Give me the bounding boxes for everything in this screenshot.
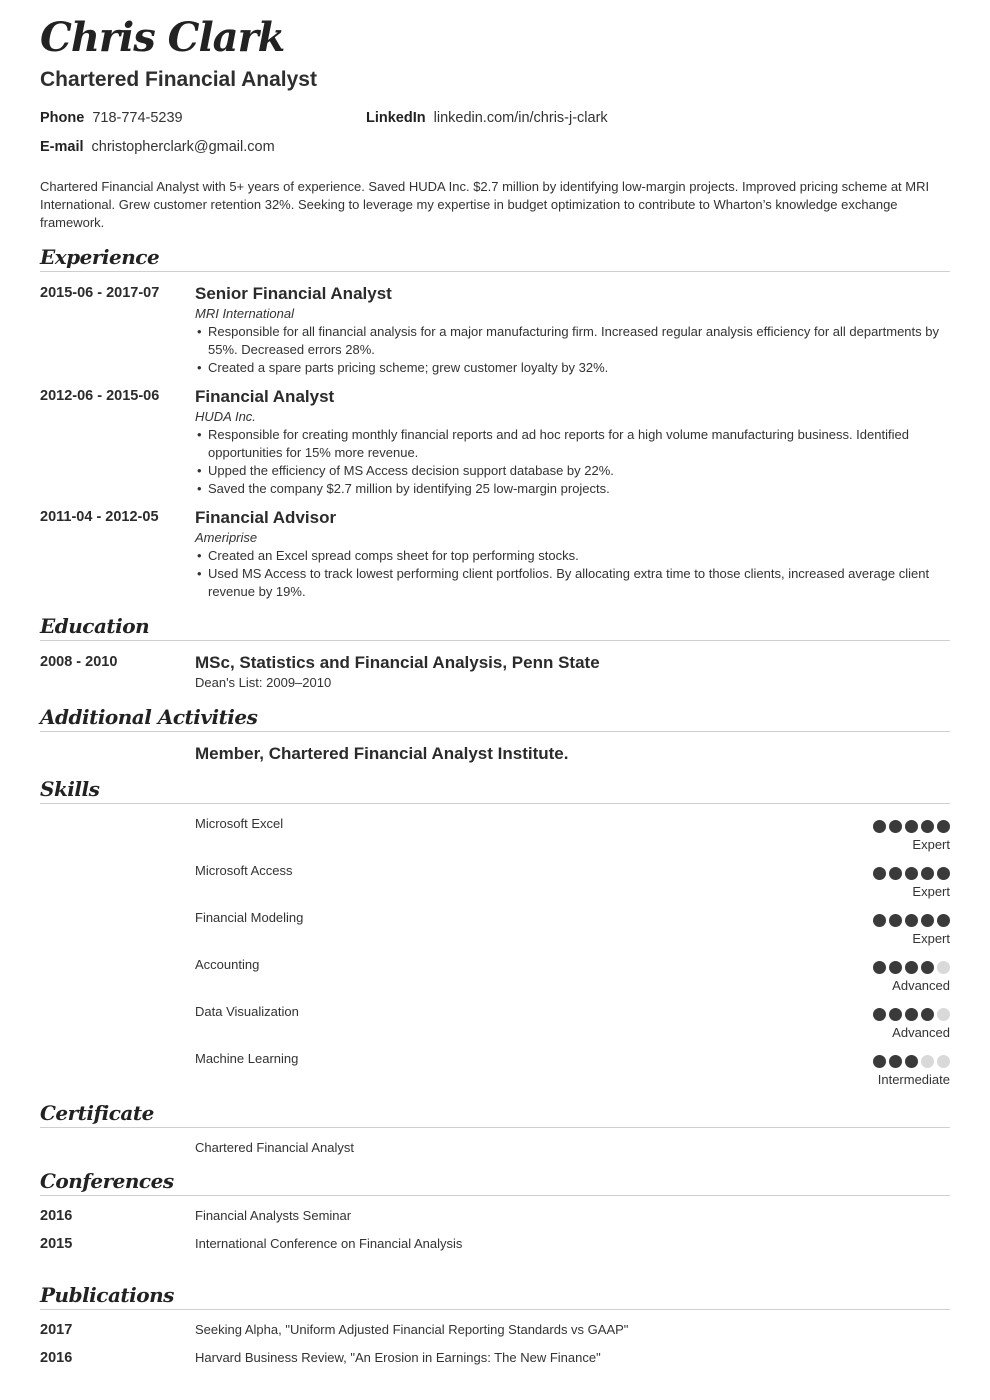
email-label: E-mail [40, 139, 84, 155]
skill-rating [873, 914, 950, 927]
job-bullets [195, 547, 950, 601]
job-bullet: • Responsible for creating monthly financial reports and ad hoc reports for a high volume manufacturing business. Identified opportunities for 15% more revenue. [195, 426, 950, 462]
skill-name: Microsoft Excel [195, 816, 284, 831]
certificate-item: Chartered Financial Analyst [195, 1140, 354, 1155]
candidate-name: Chris Clark [40, 14, 285, 61]
rating-dot-filled [937, 867, 950, 880]
skill-name: Microsoft Access [195, 863, 293, 878]
skill-level: Advanced [892, 1025, 950, 1040]
linkedin-label: LinkedIn [366, 110, 426, 126]
education-dates: 2008 - 2010 [40, 654, 118, 670]
job-company: HUDA Inc. [195, 409, 256, 424]
publication-year: 2017 [40, 1322, 73, 1338]
phone-value: 718-774-5239 [92, 110, 183, 126]
publication-name: Harvard Business Review, "An Erosion in Earnings: The New Finance" [195, 1350, 601, 1365]
skill-name: Machine Learning [195, 1051, 299, 1066]
skill-row [195, 816, 950, 863]
contact-linkedin [366, 110, 608, 126]
job-title: Financial Advisor [195, 508, 337, 527]
contact-email [40, 139, 275, 155]
skill-level: Expert [912, 837, 950, 852]
job-bullets [195, 426, 950, 498]
publication-name: Seeking Alpha, "Uniform Adjusted Financial Reporting Standards vs GAAP" [195, 1322, 629, 1337]
job-entry [195, 507, 950, 601]
conference-year: 2015 [40, 1236, 73, 1252]
rating-dot-filled [905, 961, 918, 974]
section-publications [40, 1282, 950, 1310]
education-note: Dean's List: 2009–2010 [195, 675, 332, 690]
rating-dot-filled [905, 867, 918, 880]
rating-dot-filled [889, 867, 902, 880]
section-title: Additional Activities [40, 705, 258, 729]
skill-level: Intermediate [877, 1072, 950, 1087]
section-education [40, 613, 950, 641]
rating-dot-filled [873, 1055, 886, 1068]
job-entry [195, 283, 950, 377]
skill-row [195, 910, 950, 957]
conference-name: Financial Analysts Seminar [195, 1208, 352, 1223]
job-dates: 2011-04 - 2012-05 [40, 509, 159, 525]
skill-row [195, 1051, 950, 1098]
skill-rating [873, 867, 950, 880]
email-value[interactable]: christopherclark@gmail.com [91, 139, 275, 155]
phone-label: Phone [40, 110, 85, 126]
job-bullet: • Created an Excel spread comps sheet for top performing stocks. [195, 547, 950, 565]
summary: Chartered Financial Analyst with 5+ years of experience. Saved HUDA Inc. $2.7 million by identifying low-margin projects. Improved pricing scheme at MRI International. Grew customer retention 32%. Seeking to leverage my expertise in budget optimization to contribute to Wharton’s knowledge exchange framework. [40, 179, 930, 230]
rating-dot-filled [905, 820, 918, 833]
section-experience [40, 244, 950, 272]
education-entry [195, 652, 950, 692]
activity-item: Member, Chartered Financial Analyst Institute. [195, 744, 569, 763]
rating-dot-filled [889, 961, 902, 974]
conference-name: International Conference on Financial Analysis [195, 1236, 463, 1251]
job-bullet: • Created a spare parts pricing scheme; grew customer loyalty by 32%. [195, 359, 950, 377]
job-bullet: • Saved the company $2.7 million by identifying 25 low-margin projects. [195, 480, 950, 498]
rating-dot-filled [905, 1055, 918, 1068]
skill-level: Expert [912, 931, 950, 946]
rating-dot-filled [921, 1008, 934, 1021]
section-skills [40, 776, 950, 804]
linkedin-value[interactable]: linkedin.com/in/chris-j-clark [433, 110, 608, 126]
skill-rating [873, 1008, 950, 1021]
rating-dot-filled [921, 820, 934, 833]
conference-year: 2016 [40, 1208, 73, 1224]
rating-dot-empty [937, 1055, 950, 1068]
skill-level: Advanced [892, 978, 950, 993]
rating-dot-filled [937, 820, 950, 833]
skill-row [195, 1004, 950, 1051]
rating-dot-filled [873, 961, 886, 974]
section-certificate [40, 1100, 950, 1128]
section-conferences [40, 1168, 950, 1196]
section-activities [40, 704, 950, 732]
skill-name: Financial Modeling [195, 910, 304, 925]
section-title: Conferences [40, 1169, 174, 1193]
rating-dot-filled [873, 914, 886, 927]
job-bullet: • Used MS Access to track lowest performing client portfolios. By allocating extra time to those clients, increased average client revenue by 19%. [195, 565, 950, 601]
skill-rating [873, 961, 950, 974]
rating-dot-filled [889, 1055, 902, 1068]
job-company: MRI International [195, 306, 294, 321]
rating-dot-filled [889, 820, 902, 833]
skill-name: Accounting [195, 957, 260, 972]
job-dates: 2015-06 - 2017-07 [40, 285, 160, 301]
rating-dot-filled [889, 1008, 902, 1021]
rating-dot-empty [937, 1008, 950, 1021]
rating-dot-empty [921, 1055, 934, 1068]
job-entry [195, 386, 950, 498]
section-title: Experience [40, 245, 160, 269]
skill-rating [873, 1055, 950, 1068]
job-title: Financial Analyst [195, 387, 335, 406]
job-bullets [195, 323, 950, 377]
rating-dot-empty [937, 961, 950, 974]
skill-name: Data Visualization [195, 1004, 299, 1019]
job-bullet: • Responsible for all financial analysis for a major manufacturing firm. Increased regular analysis efficiency for all departments by 55%. Decreased errors 28%. [195, 323, 950, 359]
section-title: Education [40, 614, 150, 638]
job-dates: 2012-06 - 2015-06 [40, 388, 160, 404]
job-title: Senior Financial Analyst [195, 284, 392, 303]
job-company: Ameriprise [195, 530, 258, 545]
rating-dot-filled [873, 820, 886, 833]
rating-dot-filled [873, 1008, 886, 1021]
candidate-title: Chartered Financial Analyst [40, 68, 317, 91]
rating-dot-filled [921, 914, 934, 927]
publication-year: 2016 [40, 1350, 73, 1366]
rating-dot-filled [905, 1008, 918, 1021]
skill-rating [873, 820, 950, 833]
job-bullet: • Upped the efficiency of MS Access decision support database by 22%. [195, 462, 950, 480]
activity-entry [195, 743, 950, 765]
section-title: Publications [40, 1283, 174, 1307]
skill-row [195, 957, 950, 1004]
education-degree: MSc, Statistics and Financial Analysis, Penn State [195, 653, 600, 672]
rating-dot-filled [937, 914, 950, 927]
rating-dot-filled [921, 867, 934, 880]
rating-dot-filled [921, 961, 934, 974]
rating-dot-filled [889, 914, 902, 927]
rating-dot-filled [873, 867, 886, 880]
skill-row [195, 863, 950, 910]
skill-level: Expert [912, 884, 950, 899]
section-title: Certificate [40, 1101, 154, 1125]
contact-phone [40, 110, 183, 126]
section-title: Skills [40, 777, 100, 801]
rating-dot-filled [905, 914, 918, 927]
